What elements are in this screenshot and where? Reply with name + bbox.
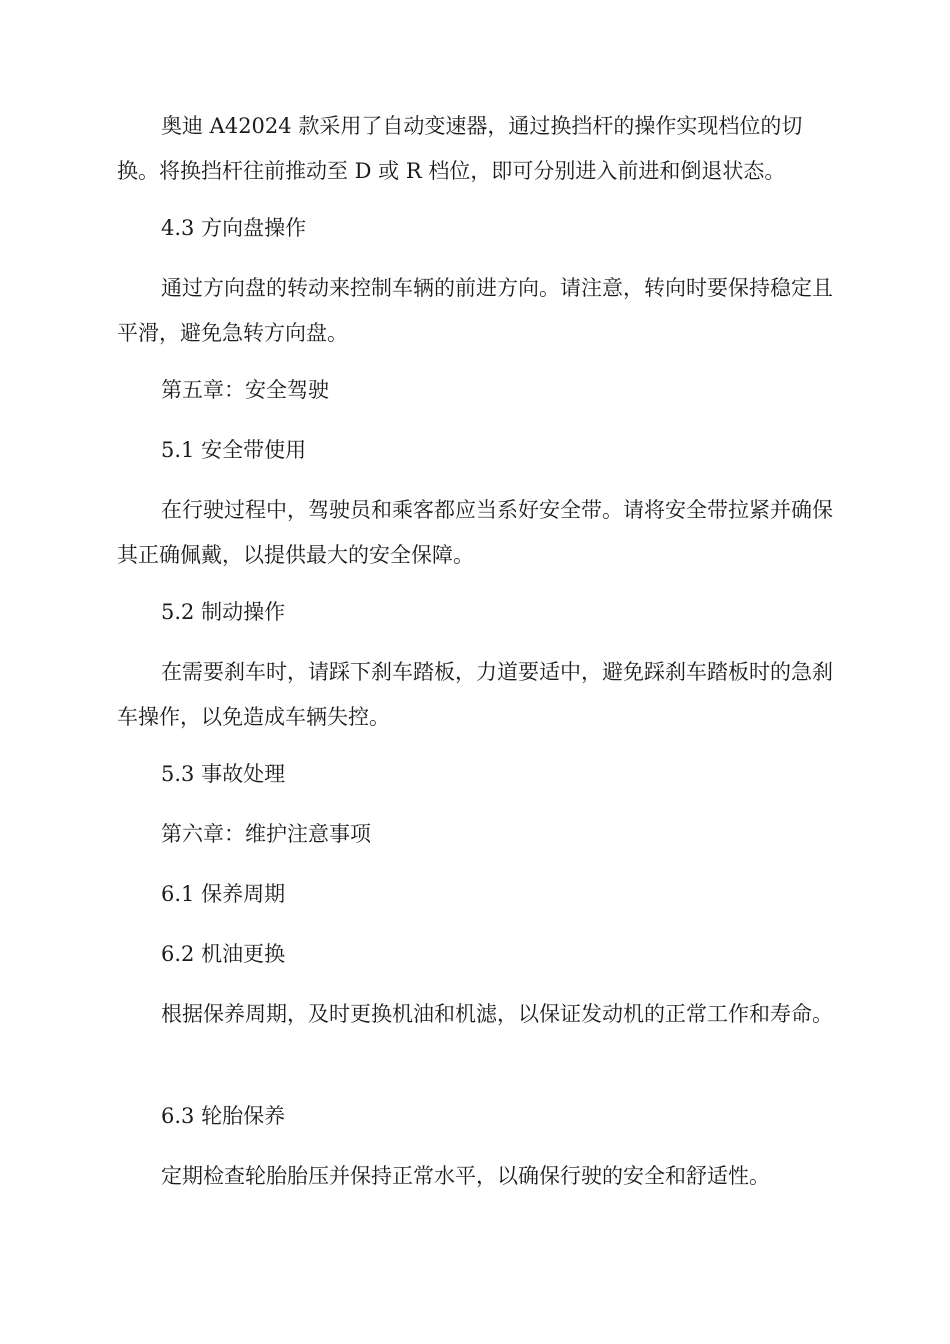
heading-6-1-maintenance-cycle: 6.1 保养周期 xyxy=(161,882,286,906)
heading-chapter-6: 第六章：维护注意事项 xyxy=(161,822,371,846)
heading-5-3-accident: 5.3 事故处理 xyxy=(161,762,286,786)
heading-4-3-steering: 4.3 方向盘操作 xyxy=(161,216,307,240)
heading-6-3-tire-care: 6.3 轮胎保养 xyxy=(161,1104,286,1128)
paragraph-transmission: 奥迪 A42024 款采用了自动变速器，通过换挡杆的操作实现档位的切换。将换挡杆往前推动至 D 或 R 档位，即可分别进入前进和倒退状态。 xyxy=(117,114,803,183)
heading-6-2-oil-change: 6.2 机油更换 xyxy=(161,942,286,966)
heading-5-1-seatbelt: 5.1 安全带使用 xyxy=(161,438,307,462)
paragraph-steering: 通过方向盘的转动来控制车辆的前进方向。请注意，转向时要保持稳定且平滑，避免急转方向盘。 xyxy=(117,276,833,345)
heading-5-2-braking: 5.2 制动操作 xyxy=(161,600,286,624)
paragraph-tire-care: 定期检查轮胎胎压并保持正常水平，以确保行驶的安全和舒适性。 xyxy=(161,1164,770,1188)
paragraph-seatbelt: 在行驶过程中，驾驶员和乘客都应当系好安全带。请将安全带拉紧并确保其正确佩戴，以提供最大的安全保障。 xyxy=(117,498,833,567)
paragraph-oil-change: 根据保养周期，及时更换机油和机滤，以保证发动机的正常工作和寿命。 xyxy=(161,1002,833,1026)
paragraph-braking: 在需要刹车时，请踩下刹车踏板，力道要适中，避免踩刹车踏板时的急刹车操作，以免造成车辆失控。 xyxy=(117,660,833,729)
heading-chapter-5: 第五章：安全驾驶 xyxy=(161,378,329,402)
